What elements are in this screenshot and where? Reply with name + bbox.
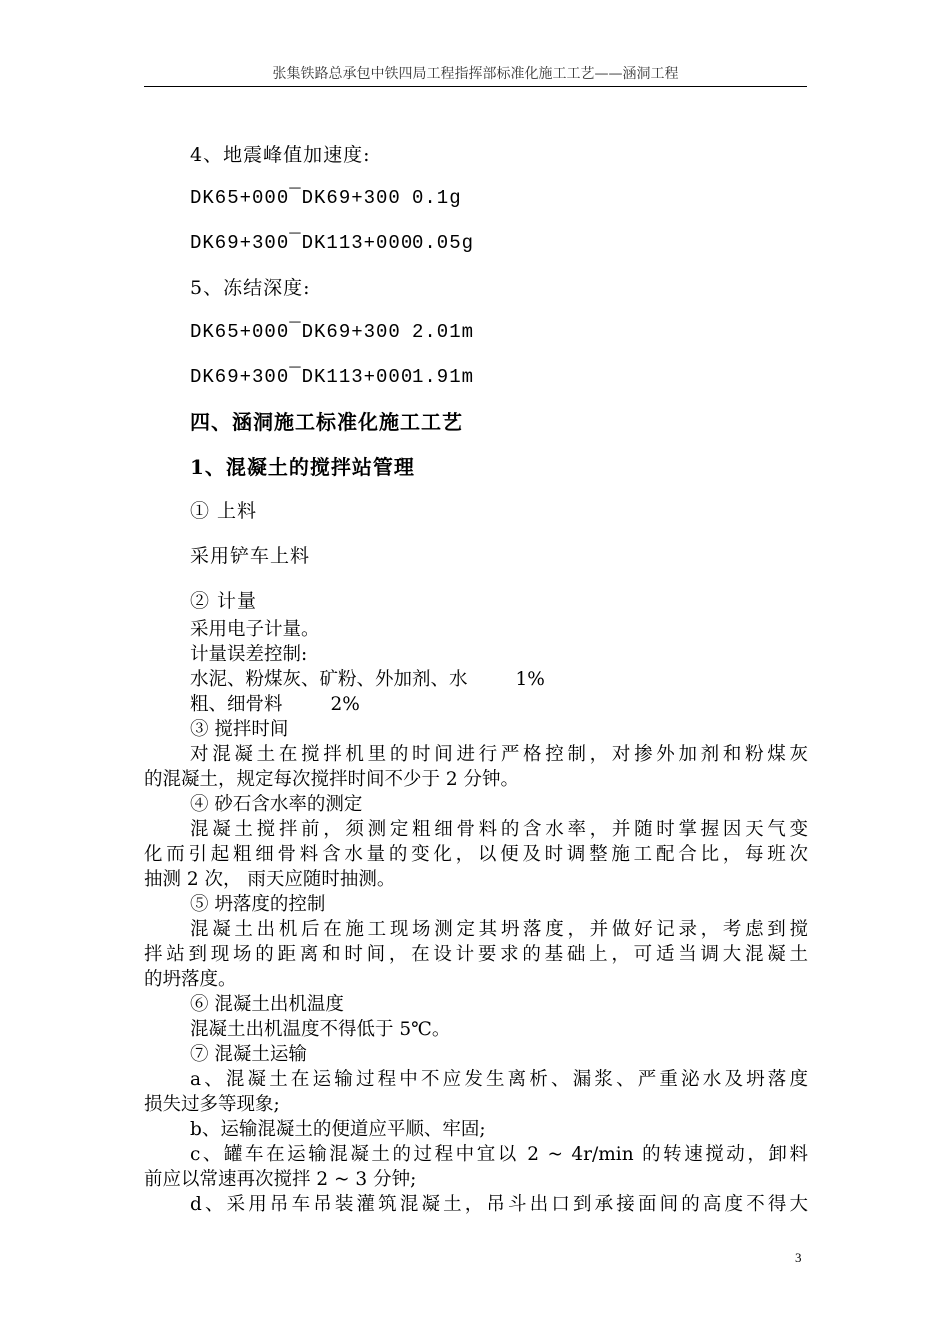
page-number: 3 (795, 1250, 802, 1265)
item-7-b: b、运输混凝土的便道应平顺、牢固; (190, 1119, 486, 1140)
header-title: 张集铁路总承包中铁四局工程指挥部标准化施工工艺——涵洞工程 (272, 66, 679, 82)
seismic-row-2 (190, 231, 475, 255)
item-4-title: ④ 砂石含水率的测定 (190, 794, 363, 815)
frost-label: 5、冻结深度: (190, 277, 311, 299)
item-5-line-2: 拌站到现场的距离和时间，在设计要求的基础上，可适当调大混凝土 (144, 944, 808, 965)
seismic-row-1 (190, 186, 462, 210)
item-7-c-line-2: 前应以常速再次搅拌 2 ~ 3 分钟; (144, 1169, 417, 1190)
seismic-label: 4、地震峰值加速度: (190, 144, 371, 166)
seismic-row-2-value: 0.05g (412, 232, 475, 254)
item-2-row-2-value: 2% (330, 694, 360, 715)
frost-row-2-value: 1.91m (412, 366, 475, 388)
item-4-line-3: 抽测 2 次， 雨天应随时抽测。 (144, 869, 396, 890)
item-3-title: ③ 搅拌时间 (190, 719, 289, 740)
item-5-line-3: 的坍落度。 (144, 969, 237, 990)
seismic-row-2-range: DK69+300¯DK113+000 (190, 232, 414, 254)
item-2-row-2 (144, 692, 808, 717)
item-2-line-1: 采用电子计量。 (190, 619, 320, 640)
item-1-text: 采用铲车上料 (190, 545, 311, 567)
item-2-line-2: 计量误差控制: (190, 644, 308, 665)
item-5-line-1: 混凝土出机后在施工现场测定其坍落度，并做好记录，考虑到搅 (190, 919, 808, 940)
item-7-d-line-1: d、采用吊车吊装灌筑混凝土，吊斗出口到承接面间的高度不得大 (190, 1194, 808, 1215)
item-1-title: ① 上料 (190, 500, 258, 522)
frost-row-1 (190, 320, 475, 344)
item-2-row-1-label: 水泥、粉煤灰、矿粉、外加剂、水 (190, 669, 468, 690)
frost-row-1-value: 2.01m (412, 321, 475, 343)
frost-row-2 (190, 365, 475, 389)
seismic-row-1-range: DK65+000¯DK69+300 (190, 187, 401, 209)
item-6-text: 混凝土出机温度不得低于 5℃。 (190, 1019, 451, 1040)
page-header (144, 64, 807, 87)
item-7-a-line-1: a、混凝土在运输过程中不应发生离析、漏浆、严重泌水及坍落度 (190, 1069, 808, 1090)
frost-row-1-range: DK65+000¯DK69+300 (190, 321, 401, 343)
item-5-title: ⑤ 坍落度的控制 (190, 894, 326, 915)
item-7-title: ⑦ 混凝土运输 (190, 1044, 307, 1065)
body-block (144, 617, 808, 1217)
item-2-row-1-value: 1% (515, 669, 545, 690)
item-6-title: ⑥ 混凝土出机温度 (190, 994, 344, 1015)
item-7-c-line-1: c、罐车在运输混凝土的过程中宜以 2 ~ 4r/min 的转速搅动，卸料 (190, 1144, 808, 1165)
frost-row-2-range: DK69+300¯DK113+000 (190, 366, 414, 388)
sub-heading: 1、混凝土的搅拌站管理 (190, 455, 415, 479)
item-7-a-line-2: 损失过多等现象; (144, 1094, 280, 1115)
item-3-line-2: 的混凝土，规定每次搅拌时间不少于 2 分钟。 (144, 769, 520, 790)
item-4-line-2: 化而引起粗细骨料含水量的变化，以便及时调整施工配合比，每班次 (144, 844, 808, 865)
item-2-row-2-label: 粗、细骨料 (190, 694, 283, 715)
main-heading: 四、涵洞施工标准化施工工艺 (190, 410, 463, 434)
seismic-row-1-value: 0.1g (412, 187, 462, 209)
item-3-line-1: 对混凝土在搅拌机里的时间进行严格控制，对掺外加剂和粉煤灰 (190, 744, 808, 765)
item-2-row-1 (144, 667, 808, 692)
item-2-title: ② 计量 (190, 590, 258, 612)
item-4-line-1: 混凝土搅拌前，须测定粗细骨料的含水率，并随时掌握因天气变 (190, 819, 808, 840)
